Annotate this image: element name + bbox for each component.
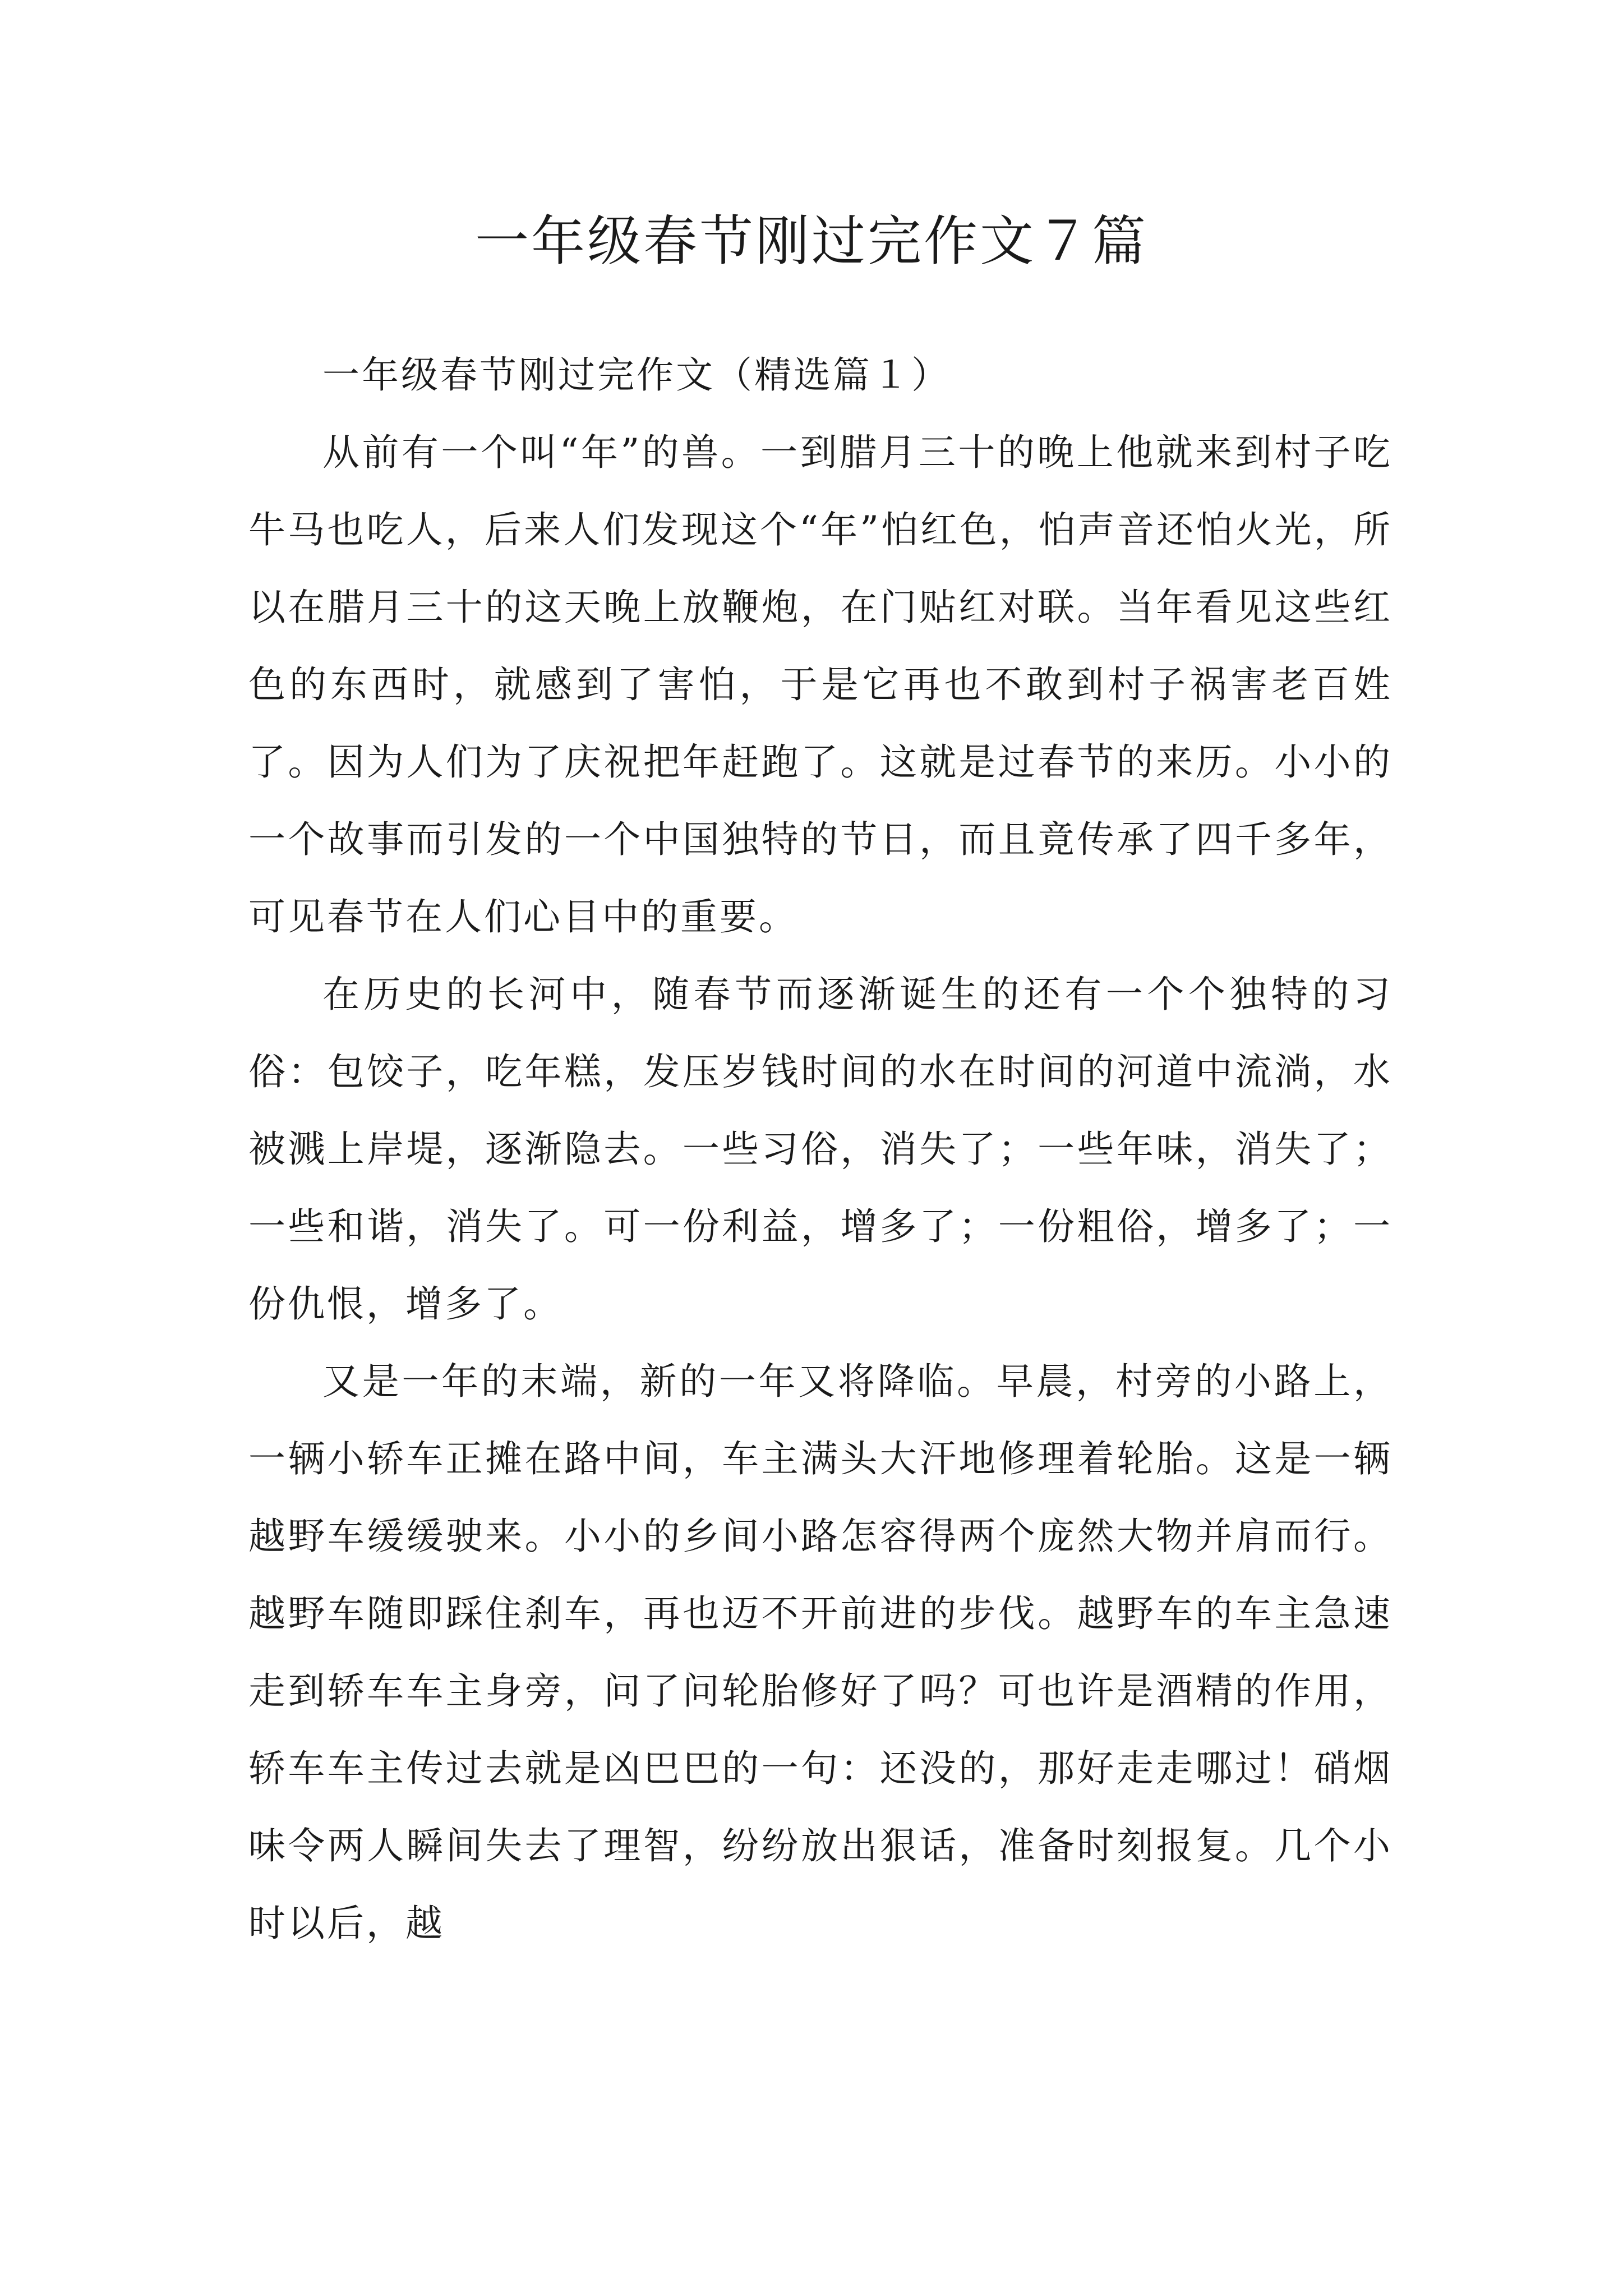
section-heading: 一年级春节刚过完作文（精选篇１） bbox=[322, 353, 951, 397]
document-title: 一年级春节刚过完作文７篇 bbox=[475, 210, 1148, 273]
paragraph-3: 又是一年的末端，新的一年又将降临。早晨，村旁的小路上，一辆小轿车正摊在路中间，车主满头大汗地修理着轮胎。这是一辆越野车缓缓驶来。小小的乡间小路怎容得两个庞然大物并肩而行。越野车随即踩住刹车，再也迈不开前进的步伐。越野车的车主急速走到轿车车主身旁，问了问轮胎修好了吗？可也许是酒精的作用，轿车车主传过去就是凶巴巴的一句：还没的，那好走走哪过！硝烟味令两人瞬间失去了理智，纷纷放出狠话，准备时刻报复。几个小时以后，越 bbox=[248, 1360, 1393, 1945]
paragraph-2: 在历史的长河中，随春节而逐渐诞生的还有一个个独特的习俗：包饺子，吃年糕，发压岁钱时间的水在时间的河道中流淌，水被溅上岸堤，逐渐隐去。一些习俗，消失了；一些年味，消失了；一些和谐，消失了。可一份利益，增多了；一份粗俗，增多了；一份仇恨，增多了。 bbox=[248, 973, 1393, 1326]
document-body bbox=[248, 337, 1393, 1962]
paragraph-1: 从前有一个叫“年”的兽。一到腊月三十的晚上他就来到村子吃牛马也吃人，后来人们发现这个“年”怕红色，怕声音还怕火光，所以在腊月三十的这天晚上放鞭炮，在门贴红对联。当年看见这些红色的东西时，就感到了害怕，于是它再也不敢到村子祸害老百姓了。因为人们为了庆祝把年赶跑了。这就是过春节的来历。小小的一个故事而引发的一个中国独特的节日，而且竟传承了四千多年，可见春节在人们心目中的重要。 bbox=[248, 431, 1393, 938]
